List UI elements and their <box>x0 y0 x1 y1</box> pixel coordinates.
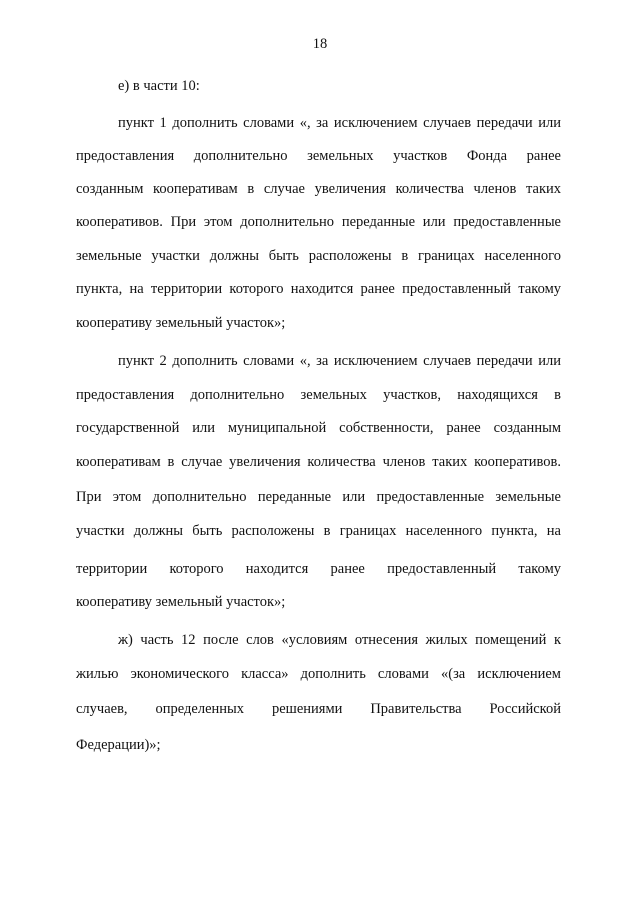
paragraph-punkt1-line: земельные участки должны быть расположены в границах населенного <box>76 248 561 264</box>
paragraph-zh-line: Федерации)»; <box>76 737 161 753</box>
paragraph-zh-line: случаев, определенных решениями Правительства Российской <box>76 701 561 717</box>
paragraph-punkt1-line: кооперативов. При этом дополнительно переданные или предоставленные <box>76 214 561 230</box>
paragraph-punkt2-line: участки должны быть расположены в границах населенного пункта, на <box>76 523 561 539</box>
paragraph-punkt2-line: кооперативу земельный участок»; <box>76 594 286 610</box>
page-number: 18 <box>312 36 328 52</box>
paragraph-punkt2-line: территории которого находится ранее предоставленный такому <box>76 561 561 577</box>
paragraph-punkt2-line: государственной или муниципальной собственности, ранее созданным <box>76 420 561 436</box>
paragraph-e-line: е) в части 10: <box>118 78 200 94</box>
paragraph-punkt2-line: предоставления дополнительно земельных участков, находящихся в <box>76 387 561 403</box>
paragraph-punkt1-line: пункта, на территории которого находится ранее предоставленный такому <box>76 281 561 297</box>
paragraph-zh-line: жилью экономического класса» дополнить словами «(за исключением <box>76 666 561 682</box>
paragraph-punkt1-line: созданным кооперативам в случае увеличения количества членов таких <box>76 181 561 197</box>
paragraph-zh-line: ж) часть 12 после слов «условиям отнесения жилых помещений к <box>118 632 561 648</box>
paragraph-punkt2-line: пункт 2 дополнить словами «, за исключением случаев передачи или <box>118 353 561 369</box>
paragraph-punkt1-line: пункт 1 дополнить словами «, за исключением случаев передачи или <box>118 115 561 131</box>
paragraph-punkt1-line: предоставления дополнительно земельных участков Фонда ранее <box>76 148 561 164</box>
paragraph-punkt2-line: кооперативам в случае увеличения количества членов таких кооперативов. <box>76 454 561 470</box>
paragraph-punkt2-line: При этом дополнительно переданные или предоставленные земельные <box>76 489 561 505</box>
paragraph-punkt1-line: кооперативу земельный участок»; <box>76 315 286 331</box>
